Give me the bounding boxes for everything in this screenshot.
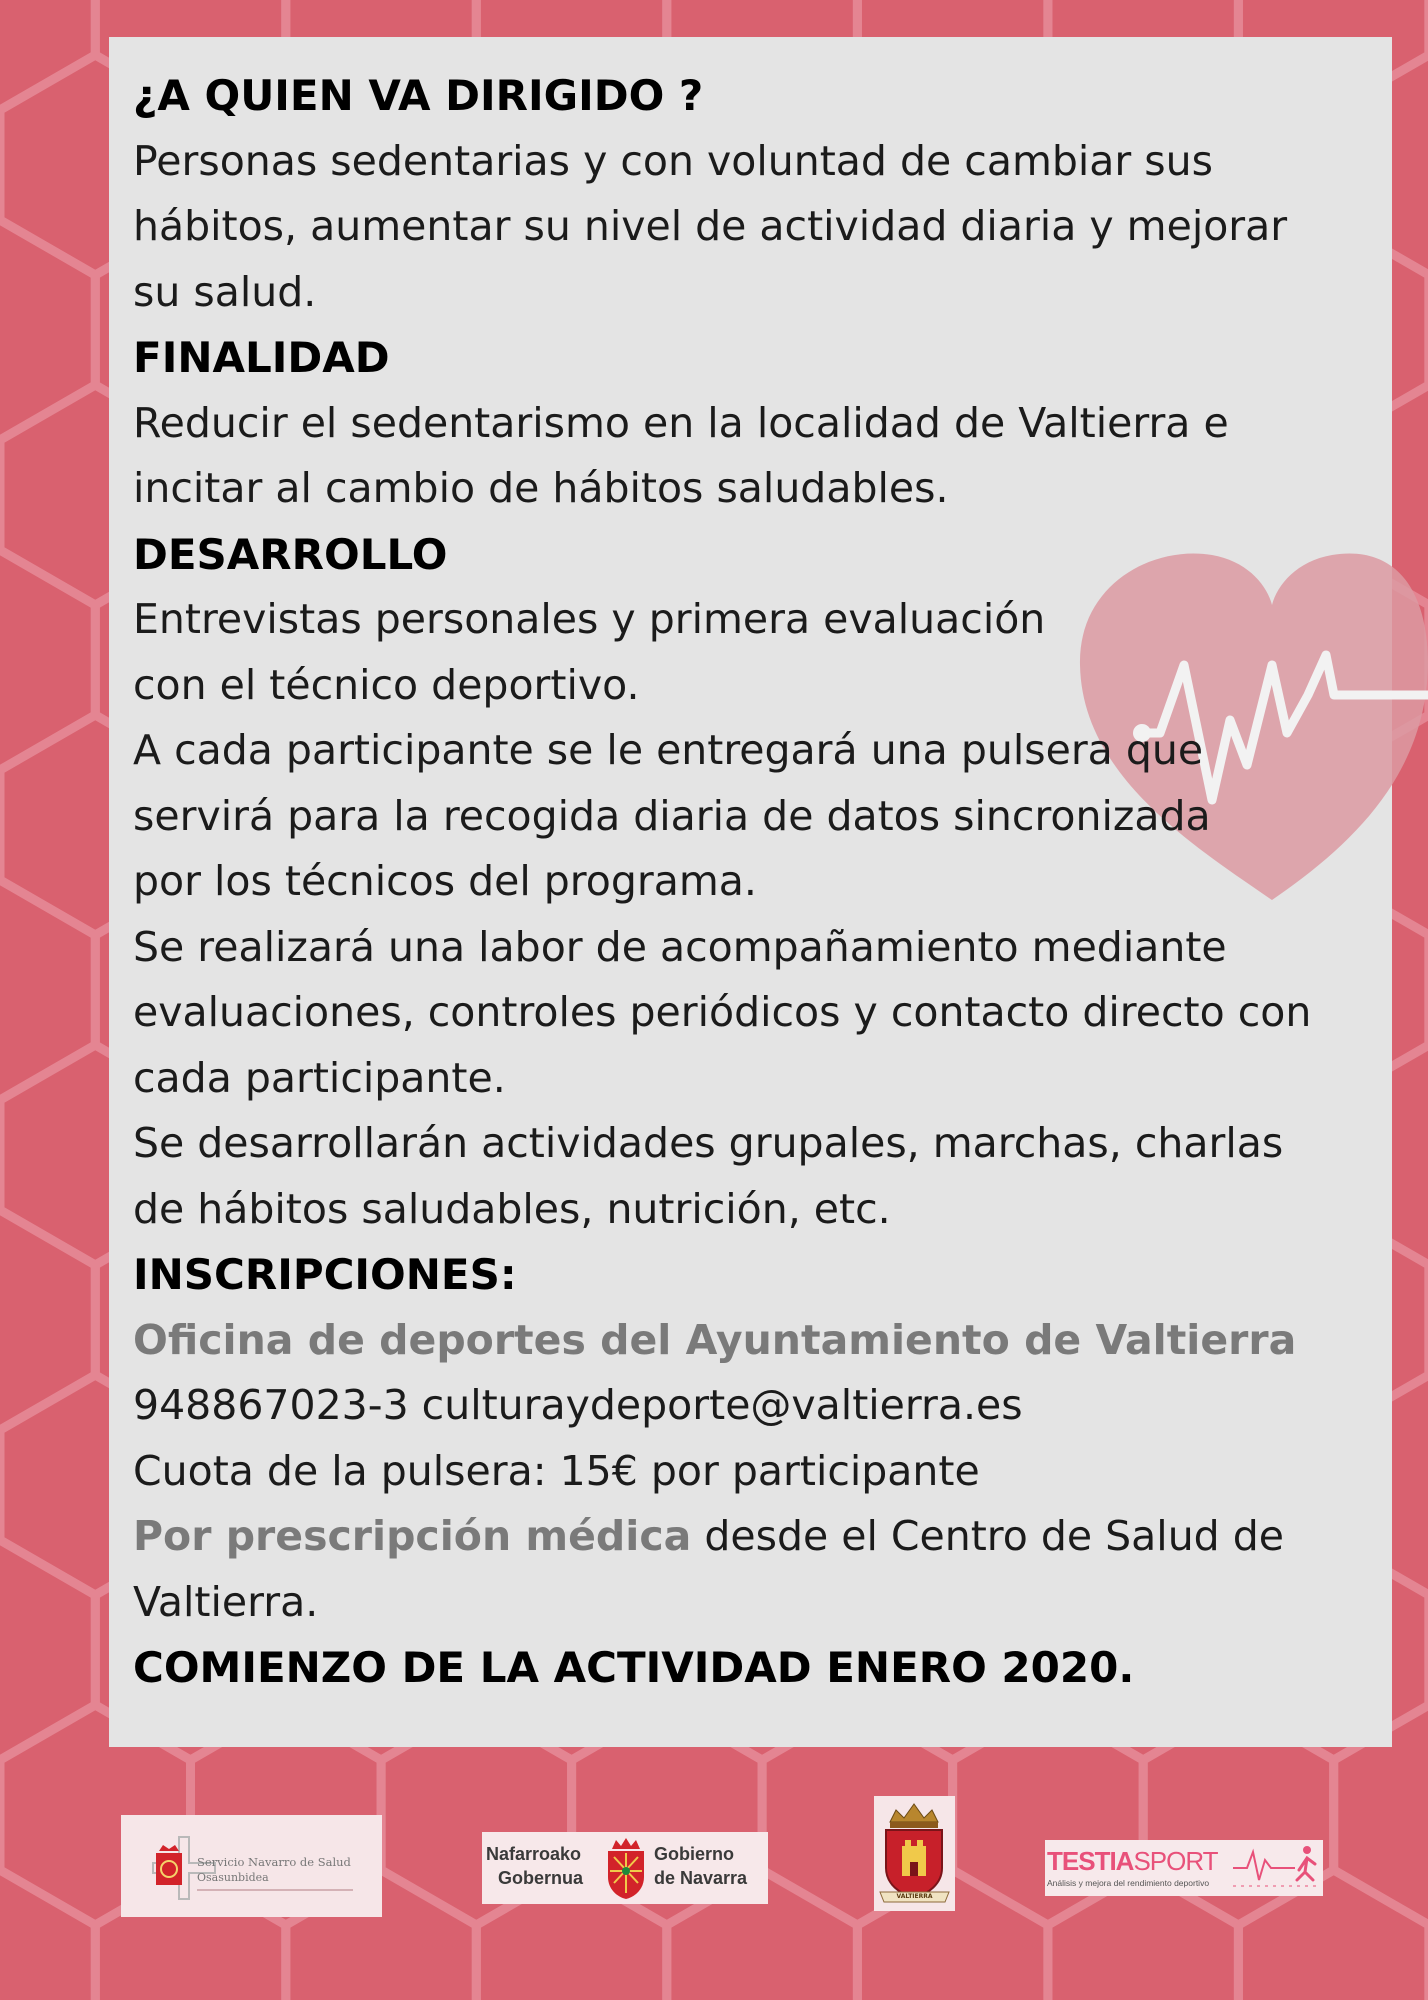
hex-cell (0, 880, 95, 1100)
text-comienzo: COMIENZO DE LA ACTIVIDAD ENERO 2020. (133, 1643, 1135, 1692)
hex-cell (0, 1210, 95, 1430)
logo-servicio-navarro-salud (121, 1815, 382, 1917)
text-finalidad: Reducir el sedentarismo en la localidad de Valtierra e incitar al cambio de hábitos saludables. (133, 398, 1229, 512)
prescripcion-detail: desde el Centro de Salud de Valtierra. (133, 1512, 1284, 1626)
sns-line1: Servicio Navarro de Salud (197, 1855, 351, 1869)
oficina-name: Oficina de deportes del Ayuntamiento de Valtierra (133, 1315, 1297, 1364)
oficina-contact: 948867023-3 culturaydeporte@valtierra.es (133, 1381, 1023, 1429)
text-cuota: Cuota de la pulsera: 15€ por participante (133, 1446, 980, 1495)
text-desarrollo-1a: Entrevistas personales y primera evaluación (133, 595, 1046, 643)
text-desarrollo-2c: por los técnicos del programa. (133, 857, 757, 905)
text-desarrollo-3: Se realizará una labor de acompañamiento mediante evaluaciones, controles periódicos y contacto directo con cada participante. (133, 922, 1312, 1102)
logo-testiasport (1045, 1840, 1323, 1896)
text-desarrollo-2b: servirá para la recogida diaria de datos sincronizada (133, 791, 1211, 840)
heading-desarrollo: DESARROLLO (133, 529, 448, 579)
gn-left-1: Nafarroako (486, 1844, 582, 1864)
text-desarrollo-1b: con el técnico deportivo. (133, 660, 640, 709)
crest-banner: VALTIERRA (896, 1893, 933, 1900)
logo-gobierno-navarra (482, 1832, 768, 1904)
text-oficina (133, 1308, 1343, 1439)
text-desarrollo-2a: A cada participante se le entregará una pulsera que (133, 726, 1204, 774)
card-content (133, 63, 1343, 1701)
navarra-shield-icon (604, 1835, 648, 1901)
logo-valtierra-crest (874, 1796, 955, 1911)
heading-dirigido: ¿A QUIEN VA DIRIGIDO ? (133, 71, 704, 120)
text-prescripcion (133, 1504, 1343, 1635)
text-desarrollo-4: Se desarrollarán actividades grupales, marchas, charlas de hábitos saludables, nutrición, etc. (133, 1119, 1284, 1233)
hex-cell (0, 550, 95, 770)
prescripcion-label: Por prescripción médica (133, 1512, 692, 1560)
gn-right-2: de Navarra (654, 1868, 748, 1888)
hex-cell (0, 1870, 95, 2000)
testia-part-b: SPORT (1133, 1846, 1218, 1876)
hex-cell (0, 0, 95, 110)
gn-right-1: Gobierno (654, 1844, 734, 1864)
testia-runner-pulse-icon (1233, 1840, 1323, 1896)
testia-part-a: TESTIA (1047, 1846, 1134, 1876)
text-dirigido: Personas sedentarias y con voluntad de cambiar sus hábitos, aumentar su nivel de actividad diaria y mejorar su salud. (133, 136, 1288, 316)
testia-wordmark (1047, 1846, 1218, 1877)
sns-line2: Osasunbidea (197, 1871, 269, 1884)
heading-finalidad: FINALIDAD (133, 333, 390, 382)
gn-left-2: Gobernua (498, 1868, 584, 1888)
hex-cell (0, 1540, 95, 1760)
heading-inscripciones: INSCRIPCIONES: (133, 1250, 517, 1299)
testia-tagline: Análisis y mejora del rendimiento deportivo (1047, 1878, 1210, 1888)
hex-cell (0, 220, 95, 440)
